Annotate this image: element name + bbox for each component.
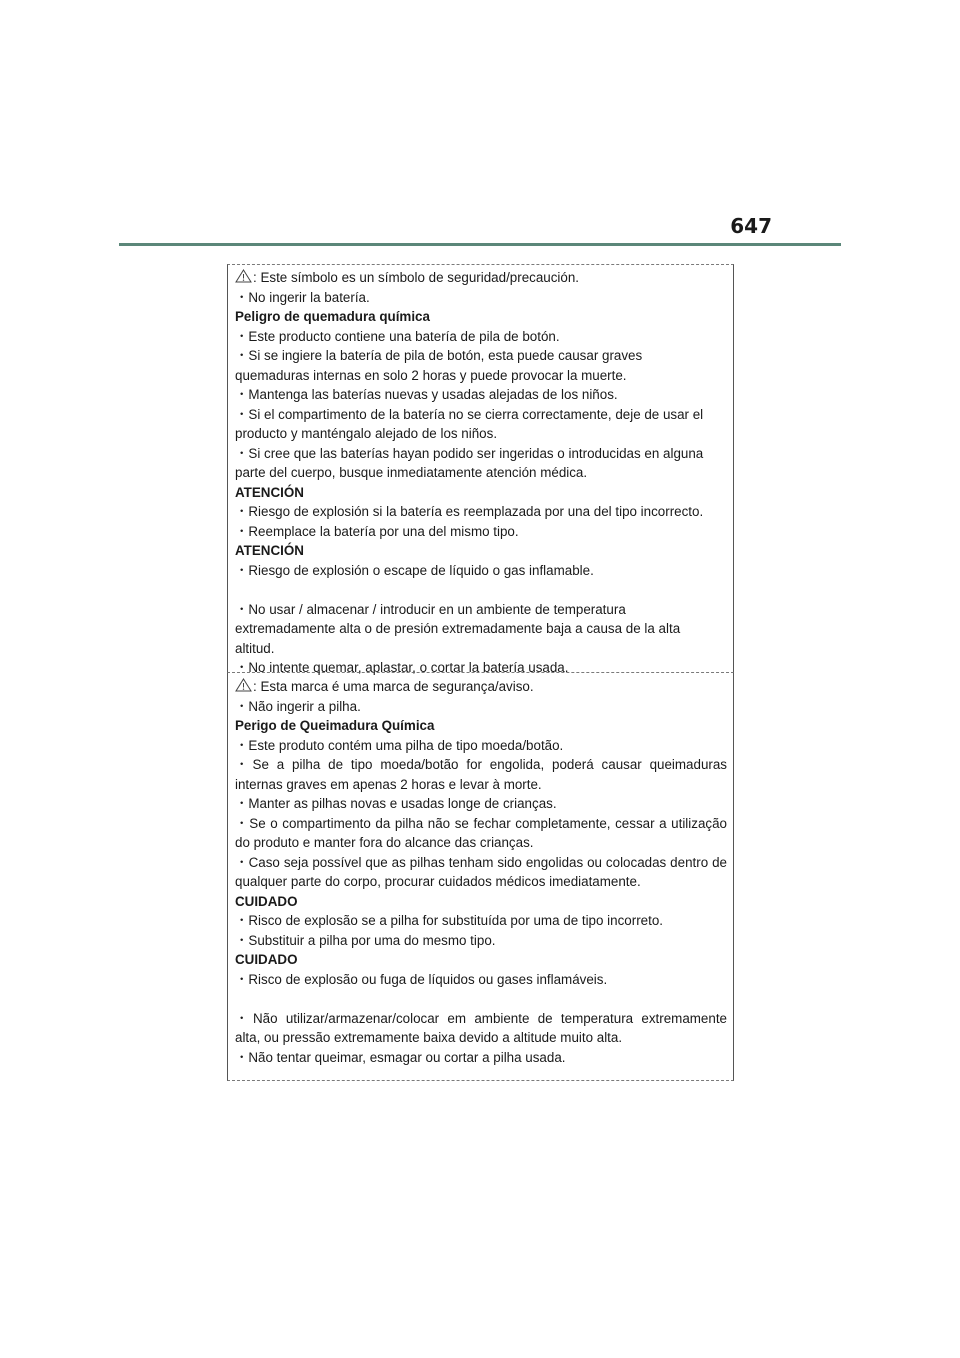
portuguese-warning-line: ・Substituir a pilha por uma do mesmo tipo. bbox=[235, 932, 496, 948]
portuguese-symbol-note bbox=[235, 677, 727, 697]
warning-triangle-icon bbox=[235, 678, 252, 692]
spanish-warning-line: ・Riesgo de explosión o escape de líquido o gas inflamable. bbox=[235, 562, 594, 578]
portuguese-warning-line: ・Não utilizar/armazenar/colocar em ambiente de temperatura extremamente bbox=[235, 1010, 727, 1026]
spanish-warning-line: ・No intente quemar, aplastar, o cortar la batería usada. bbox=[235, 660, 569, 675]
portuguese-warning-line: ・Manter as pilhas novas e usadas longe de crianças. bbox=[235, 796, 557, 811]
portuguese-warning-line: qualquer parte do corpo, procurar cuidados médicos imediatamente. bbox=[235, 874, 641, 889]
spanish-warning-line: quemaduras internas en solo 2 horas y puede provocar la muerte. bbox=[235, 367, 627, 383]
spanish-warning-line: ・No ingerir la batería. bbox=[235, 289, 370, 305]
spanish-warning-line: extremadamente alta o de presión extremadamente baja a causa de la alta bbox=[235, 621, 681, 636]
spanish-line-list bbox=[235, 288, 727, 678]
spanish-warning-heading: ATENCIÓN bbox=[235, 543, 304, 558]
portuguese-warning-line: ・Caso seja possível que as pilhas tenham sido engolidas ou colocadas dentro de bbox=[235, 854, 727, 870]
portuguese-warning-line: ・Este produto contém uma pilha de tipo moeda/botão. bbox=[235, 737, 564, 753]
portuguese-line-list bbox=[235, 697, 727, 1068]
spanish-warning-spacer bbox=[235, 580, 727, 600]
portuguese-warning-line: ・Risco de explosão se a pilha for substituída por uma de tipo incorreto. bbox=[235, 913, 663, 928]
portuguese-warning-line: alta, ou pressão extremamente baixa devido a altitude muito alta. bbox=[235, 1030, 623, 1045]
spanish-warning-line: ・No usar / almacenar / introducir en un ambiente de temperatura bbox=[235, 601, 626, 617]
portuguese-warning-line: ・Não tentar queimar, esmagar ou cortar a pilha usada. bbox=[235, 1049, 566, 1065]
spanish-warning-line: ・Este producto contiene una batería de pila de botón. bbox=[235, 328, 560, 344]
spanish-warning-line: ・Si se ingiere la batería de pila de botón, esta puede causar graves bbox=[235, 348, 643, 363]
spanish-symbol-note-text: : Este símbolo es un símbolo de seguridad/precaución. bbox=[253, 270, 580, 285]
spanish-warning-heading: ATENCIÓN bbox=[235, 484, 304, 500]
portuguese-symbol-note-text: : Esta marca é uma marca de segurança/aviso. bbox=[253, 679, 534, 694]
page-number: 647 bbox=[730, 214, 772, 238]
header-rule bbox=[119, 243, 841, 246]
portuguese-warning-spacer bbox=[235, 989, 727, 1009]
spanish-warning-line: ・Si el compartimento de la batería no se cierra correctamente, deje de usar el bbox=[235, 406, 704, 422]
spanish-warning-text bbox=[235, 268, 727, 678]
spanish-warning-heading: Peligro de quemadura química bbox=[235, 309, 430, 324]
spanish-warning-line: ・Mantenga las baterías nuevas y usadas alejadas de los niños. bbox=[235, 387, 618, 402]
spanish-warning-line: ・Reemplace la batería por una del mismo tipo. bbox=[235, 523, 519, 539]
portuguese-warning-line: do produto e manter fora do alcance das crianças. bbox=[235, 835, 534, 850]
warning-triangle-icon bbox=[235, 269, 252, 283]
portuguese-warning-line: ・Não ingerir a pilha. bbox=[235, 698, 361, 714]
spanish-warning-line: ・Riesgo de explosión si la batería es reemplazada por una del tipo incorrecto. bbox=[235, 504, 704, 519]
spanish-warning-line: producto y manténgalo alejado de los niños. bbox=[235, 426, 498, 441]
spanish-warning-line: altitud. bbox=[235, 640, 275, 656]
spanish-symbol-note bbox=[235, 268, 727, 288]
portuguese-warning-text bbox=[235, 677, 727, 1067]
portuguese-warning-heading: CUIDADO bbox=[235, 893, 298, 909]
spanish-warning-line: ・Si cree que las baterías hayan podido ser ingeridas o introducidas en alguna bbox=[235, 445, 704, 461]
portuguese-warning-heading: CUIDADO bbox=[235, 952, 298, 967]
portuguese-warning-line: ・Risco de explosão ou fuga de líquidos ou gases inflamáveis. bbox=[235, 971, 608, 987]
spanish-warning-line: parte del cuerpo, busque inmediatamente atención médica. bbox=[235, 465, 588, 480]
portuguese-warning-heading: Perigo de Queimadura Química bbox=[235, 718, 435, 733]
portuguese-warning-line: internas graves em apenas 2 horas e levar à morte. bbox=[235, 776, 542, 792]
portuguese-warning-line: ・Se a pilha de tipo moeda/botão for engolida, poderá causar queimaduras bbox=[235, 757, 727, 772]
portuguese-warning-line: ・Se o compartimento da pilha não se fechar completamente, cessar a utilização bbox=[235, 815, 727, 831]
